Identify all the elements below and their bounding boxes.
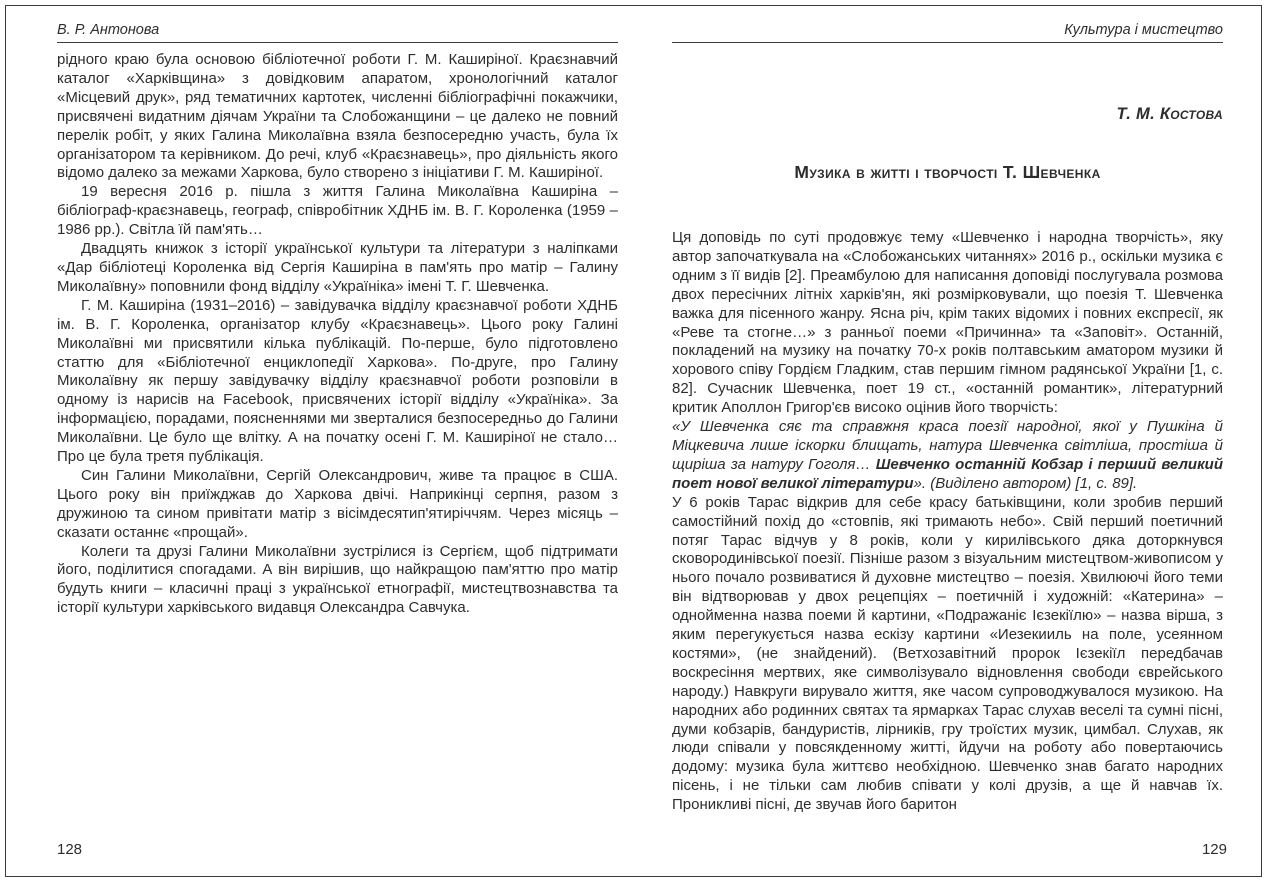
page-number-left: 128 bbox=[57, 841, 83, 858]
paragraph: рідного краю була основою бібліотечної роботи Г. М. Каширіної. Краєзнавчий каталог «Харківщина» з довідковим апаратом, хронологічний каталог «Місцевий друк», ряд тематичних картотек, численні бібліографічні покажчики, присвячені видатним діячам України та Слобожанщини – це далеко не повний перелік робіт, у яких Галина Миколаївна взяла безпосередню участь, була їх організатором та керівником. До речі, клуб «Краєзнавець», про діяльність якого відомо далеко за межами Харкова, було створено з ініціативи Г. М. Каширіної. bbox=[57, 51, 618, 182]
running-header-left: В. Р. Антонова bbox=[57, 22, 618, 43]
quote-lead: «У Шевченка сяє та справжня краса поезії народної, якої у Пушкіна й Міцкевича лише іскорки блищать, натура Шевченка світліша, простіша й щиріша за натуру Гоголя… bbox=[672, 418, 1223, 473]
paragraph: Ця доповідь по суті продовжує тему «Шевченко і народна творчість», яку автор започаткувала на «Слобожанських читаннях» 2016 р., оскільки музика є одним з її видів [2]. Преамбулою для написання доповіді послугувала розмова двох пересічних літніх харків'ян, які розмірковували, що поезія Т. Шевченка важка для пісенного жанру. Ясна річ, крім таких відомих і повних експресії, як «Реве та стогне…» з ранньої поеми «Причинна» та «Заповіт». Останній, покладений на музику на початку 70-х років полтавським аматором музики й хорового співу Гордієм Гладким, став першим гімном радянської України [1, с. 82]. Сучасник Шевченка, поет 19 ст., «останній романтик», літературний критик Аполлон Григор'єв високо оцінив його творчість: bbox=[672, 229, 1223, 417]
article-title: Музика в житті і творчості Т. Шевченка bbox=[794, 162, 1101, 182]
paragraph: Двадцять книжок з історії української культури та літератури з наліпками «Дар бібліотеці Короленка від Сергія Каширіна в пам'ять про матір – Галину Миколаївну» поповнили фонд відділу «Україніка» імені Т. Г. Шевченка. bbox=[57, 240, 618, 295]
paragraph: Колеги та друзі Галини Миколаївни зустрілися із Сергієм, щоб підтримати його, поділитися спогадами. А він вирішив, що найкращою пам'яттю про матір будуть книги – класичні праці з української етнографії, мистецтвознавства та історії культури харківського видавця Олександра Савчука. bbox=[57, 542, 618, 617]
quote-emphasis: Шевченко останній Кобзар і перший великий поет нової великої літератури bbox=[672, 455, 1223, 492]
article-author: Т. М. Костова bbox=[1116, 105, 1223, 123]
paragraph: Син Галини Миколаївни, Сергій Олександрович, живе та працює в США. Цього року він приїжджав до Харкова двічі. Наприкінці серпня, разом з дружиною та сином привітати матір з вісімдесятип'ятиріччям. Через місяць – сказати останнє «прощай». bbox=[57, 466, 618, 541]
paragraph: У 6 років Тарас відкрив для себе красу батьківщини, коли зробив перший самостійний похід до «стовпів, які тримають небо». Свій перший поетичний потяг Тарас відчув у 8 років, коли у кирилівського дяка доторкнувся сковородинівської поезії. Пізніше разом з візуальним мистецтвом-живописом у нього почало розвиватися й духовне мистецтво – поезія. Хвилюючі його теми він відтворював у двох рецепціях – поетичній і художній: «Катерина» – однойменна назва поеми й картини, «Подражаніє Ієзекіїлю» – назва вірша, з яким перегукується назва ескізу картини «Иезекииль на поле, усеянном костями», (не знайдений). (Ветхозавітний пророк Ієзекіїл передбачав воскресіння мертвих, яке символізувало відновлення свободи єврейського народу.) Навкруги вирувало життя, яке часом супроводжувалося музикою. На народних або родинних святах та ярмарках Тарас слухав веселі та сумні пісні, думи кобзарів, бандуристів, лірників, гру троїстих музик, цимбал. Слухав, як люди співали у повсякденному житті, йдучи на роботу або повертаючись додому: музика була життєво необхідною. Шевченко знав багато народних пісень, і не тільки сам любив співати у колі друзів, а ще й навчав їх. Проникливі пісні, де звучав його баритон bbox=[672, 493, 1223, 814]
paragraph: Г. М. Каширіна (1931–2016) – завідувачка відділу краєзнавчої роботи ХДНБ ім. В. Г. Короленка, організатор клубу «Краєзнавець». Цього року Галині Миколаївні ми присвятили кілька публікацій. По-перше, було підготовлено статтю для «Бібліотечної енциклопедії Харкова». По-друге, про Галину Миколаївну як першу завідувачку відділу краєзнавчої роботи розповіли в одному із нарисів на Facebook, присвячених історії відділу «Україніка». За інформацією, порадами, поясненнями ми зверталися безпосередньо до Галини Миколаївни. Це було ще влітку. А на початку осені Г. М. Каширіної не стало… Про це була третя публікація. bbox=[57, 296, 618, 466]
blockquote bbox=[672, 418, 1223, 494]
right-page-body bbox=[672, 229, 1223, 815]
left-page bbox=[57, 22, 618, 618]
right-page bbox=[672, 22, 1223, 815]
page-number-right: 129 bbox=[1201, 841, 1227, 858]
running-header-right: Культура і мистецтво bbox=[672, 22, 1223, 43]
paragraph: 19 вересня 2016 р. пішла з життя Галина Миколаївна Каширіна – бібліограф-краєзнавець, географ, співробітник ХДНБ ім. В. Г. Короленка (1959 – 1986 рр.). Світла їй пам'ять… bbox=[57, 183, 618, 239]
left-page-body bbox=[57, 51, 618, 618]
quote-tail: ». (Виділено автором) [1, с. 89]. bbox=[913, 474, 1138, 492]
